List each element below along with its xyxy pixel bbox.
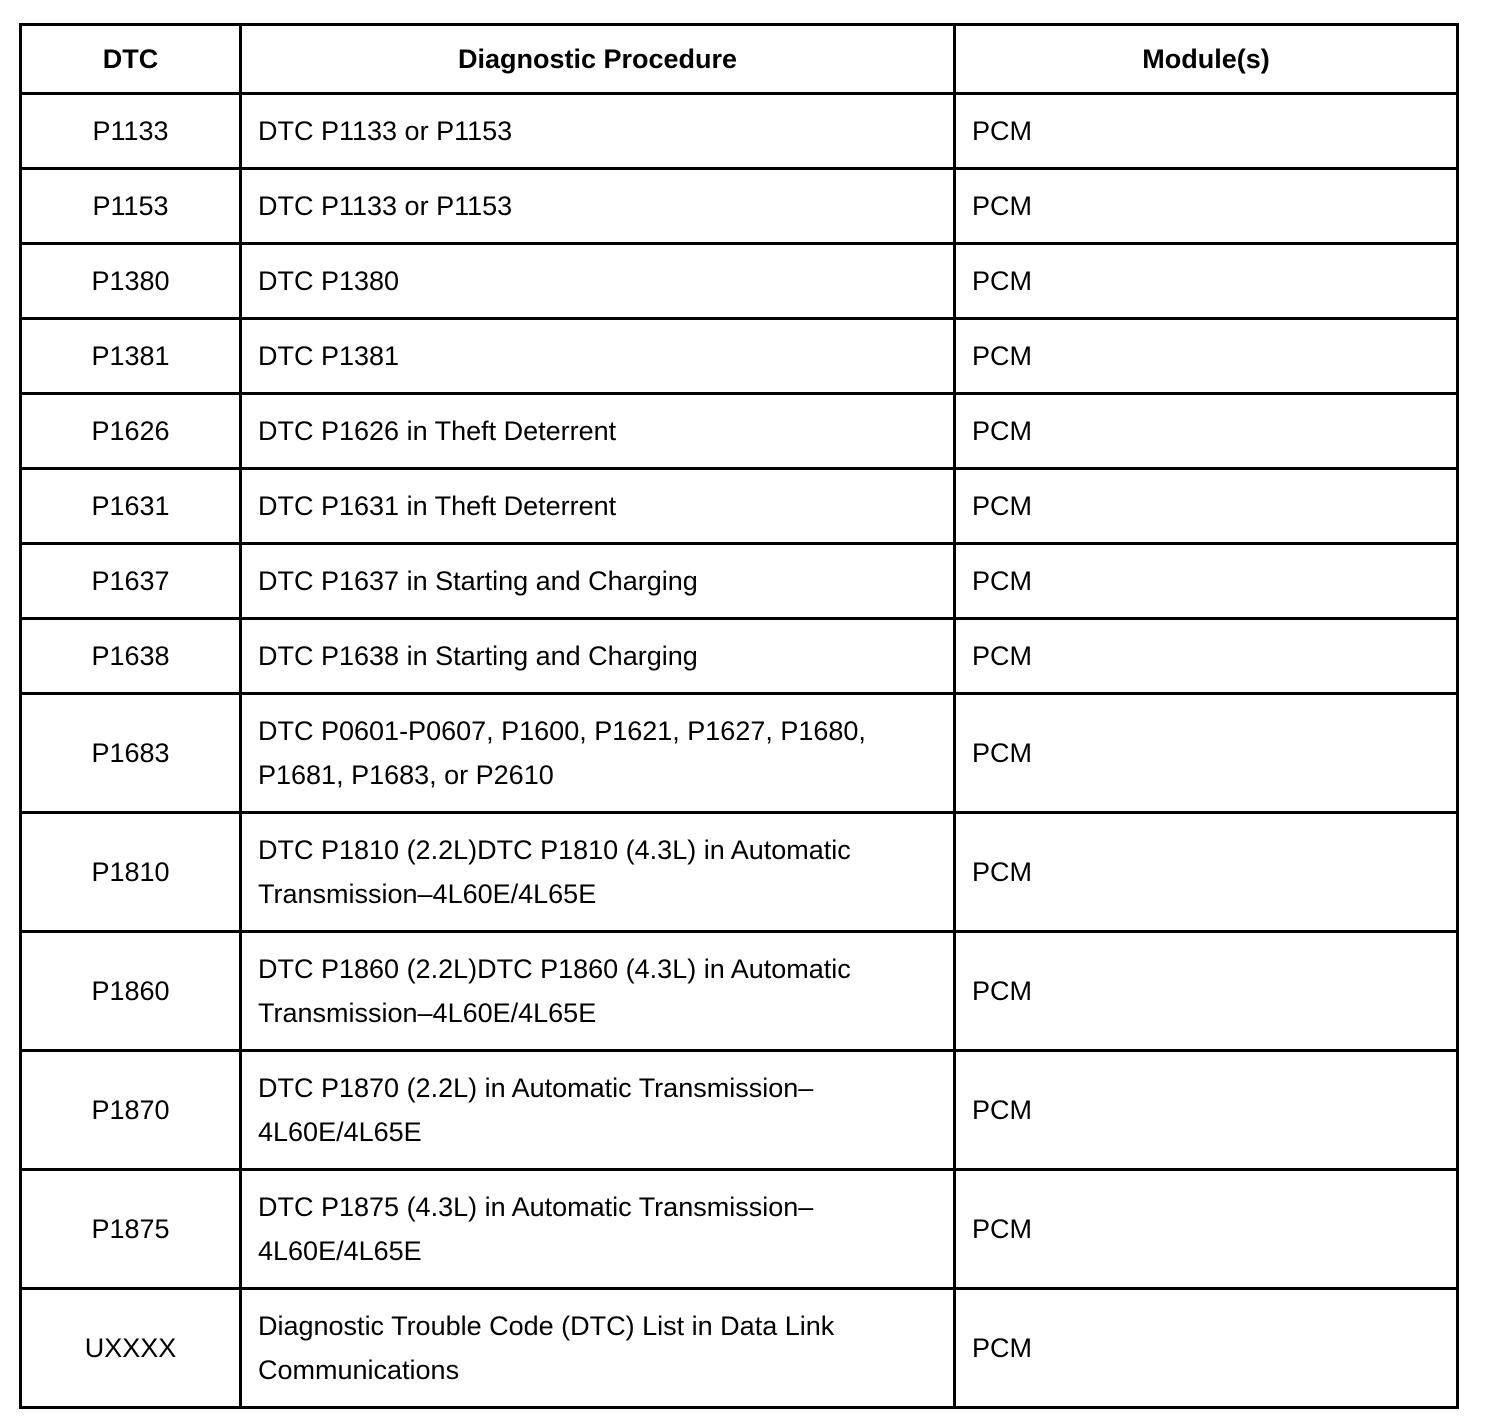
- table-row: [21, 544, 1458, 619]
- module: PCM: [955, 169, 1458, 244]
- table-row: [21, 1289, 1458, 1408]
- dtc-code: P1631: [21, 469, 241, 544]
- table-row: [21, 1170, 1458, 1289]
- table-row: [21, 932, 1458, 1051]
- diagnostic-procedure: DTC P1381: [241, 319, 955, 394]
- dtc-code: P1638: [21, 619, 241, 694]
- module: PCM: [955, 544, 1458, 619]
- diagnostic-procedure: DTC P1133 or P1153: [241, 94, 955, 169]
- diagnostic-procedure: DTC P0601-P0607, P1600, P1621, P1627, P1680, P1681, P1683, or P2610: [241, 694, 955, 813]
- diagnostic-procedure: DTC P1810 (2.2L)DTC P1810 (4.3L) in Automatic Transmission–4L60E/4L65E: [241, 813, 955, 932]
- table-row: [21, 394, 1458, 469]
- dtc-table: [19, 23, 1459, 1409]
- module: PCM: [955, 244, 1458, 319]
- module: PCM: [955, 619, 1458, 694]
- dtc-code: P1860: [21, 932, 241, 1051]
- dtc-code: P1133: [21, 94, 241, 169]
- module: PCM: [955, 1051, 1458, 1170]
- table-row: [21, 169, 1458, 244]
- dtc-code: P1810: [21, 813, 241, 932]
- diagnostic-procedure: DTC P1626 in Theft Deterrent: [241, 394, 955, 469]
- table-row: [21, 319, 1458, 394]
- table-row: [21, 813, 1458, 932]
- table-row: [21, 694, 1458, 813]
- dtc-code: P1381: [21, 319, 241, 394]
- module: PCM: [955, 1170, 1458, 1289]
- diagnostic-procedure: Diagnostic Trouble Code (DTC) List in Data Link Communications: [241, 1289, 955, 1408]
- dtc-code: UXXXX: [21, 1289, 241, 1408]
- module: PCM: [955, 94, 1458, 169]
- table-row: [21, 619, 1458, 694]
- module: PCM: [955, 1289, 1458, 1408]
- module: PCM: [955, 694, 1458, 813]
- header-modules: Module(s): [955, 25, 1458, 94]
- module: PCM: [955, 394, 1458, 469]
- header-procedure: Diagnostic Procedure: [241, 25, 955, 94]
- dtc-code: P1870: [21, 1051, 241, 1170]
- header-row: [21, 25, 1458, 94]
- diagnostic-procedure: DTC P1133 or P1153: [241, 169, 955, 244]
- dtc-code: P1683: [21, 694, 241, 813]
- table-row: [21, 1051, 1458, 1170]
- diagnostic-procedure: DTC P1631 in Theft Deterrent: [241, 469, 955, 544]
- module: PCM: [955, 319, 1458, 394]
- dtc-code: P1153: [21, 169, 241, 244]
- module: PCM: [955, 813, 1458, 932]
- dtc-code: P1875: [21, 1170, 241, 1289]
- diagnostic-procedure: DTC P1380: [241, 244, 955, 319]
- module: PCM: [955, 469, 1458, 544]
- diagnostic-procedure: DTC P1860 (2.2L)DTC P1860 (4.3L) in Automatic Transmission–4L60E/4L65E: [241, 932, 955, 1051]
- dtc-code: P1626: [21, 394, 241, 469]
- header-dtc: DTC: [21, 25, 241, 94]
- diagnostic-procedure: DTC P1870 (2.2L) in Automatic Transmission–4L60E/4L65E: [241, 1051, 955, 1170]
- diagnostic-procedure: DTC P1637 in Starting and Charging: [241, 544, 955, 619]
- module: PCM: [955, 932, 1458, 1051]
- diagnostic-procedure: DTC P1875 (4.3L) in Automatic Transmission–4L60E/4L65E: [241, 1170, 955, 1289]
- table-row: [21, 469, 1458, 544]
- dtc-code: P1637: [21, 544, 241, 619]
- table-row: [21, 94, 1458, 169]
- diagnostic-procedure: DTC P1638 in Starting and Charging: [241, 619, 955, 694]
- dtc-code: P1380: [21, 244, 241, 319]
- table-row: [21, 244, 1458, 319]
